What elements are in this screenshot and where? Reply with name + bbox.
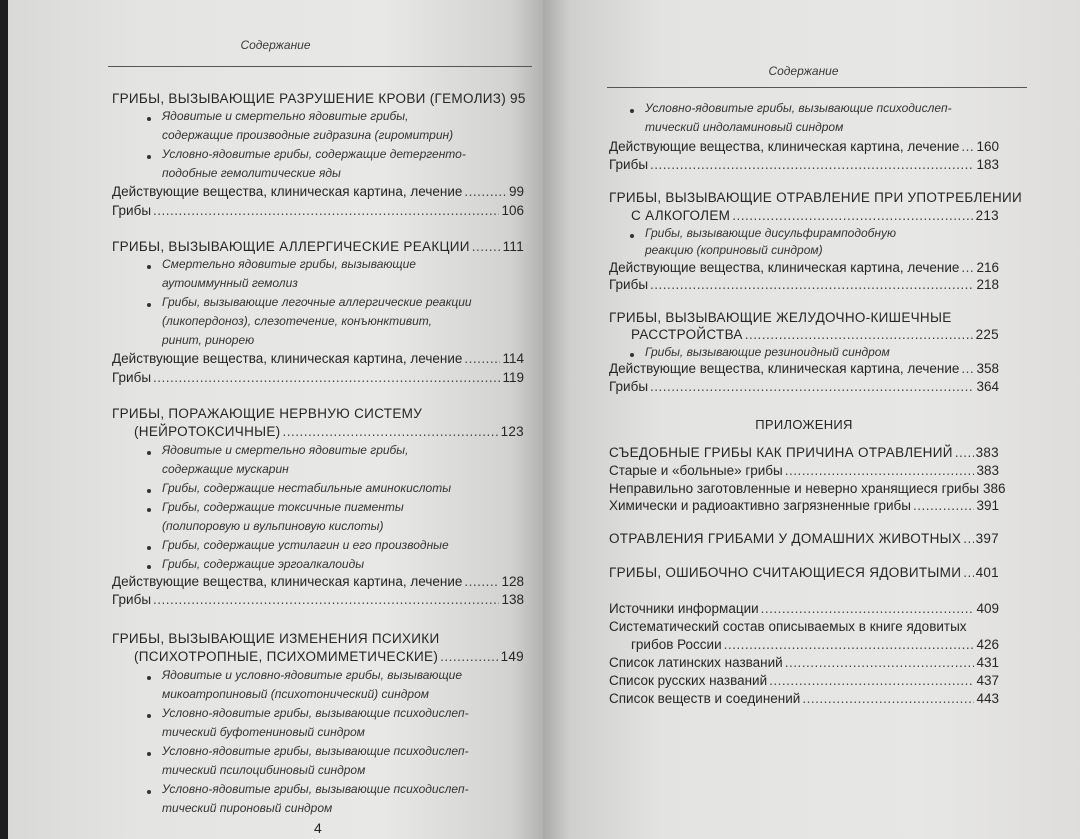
left-page <box>8 0 543 839</box>
page-number: 4 <box>314 820 322 836</box>
left-toc <box>112 0 524 839</box>
toc-subentry: Ядовитые и смертельно ядовитые грибы, <box>162 109 409 123</box>
toc-subentry: подобные гемолитические яды <box>162 166 341 180</box>
toc-entry-pets[interactable]: ОТРАВЛЕНИЯ ГРИБАМИ У ДОМАШНИХ ЖИВОТНЫХ ..... 397 <box>609 530 999 548</box>
bullet <box>147 117 151 121</box>
bullet <box>147 565 151 569</box>
toc-entry-active-substances[interactable]: Действующие вещества, клиническая картина, лечение ..... 128 <box>112 573 524 591</box>
toc-subentry: тический псилоцибиновый синдром <box>162 763 366 777</box>
toc-subentry: Грибы, вызывающие резиноидный синдром <box>645 345 890 359</box>
toc-subentry: Грибы, вызывающие легочные аллергические реакции <box>162 295 472 309</box>
bullet <box>147 546 151 550</box>
bullet <box>630 353 634 357</box>
toc-subentry: реакцию (коприновый синдром) <box>645 243 823 257</box>
toc-entry-substances[interactable]: Список веществ и соединений ..... 443 <box>609 690 999 708</box>
toc-entry-sources[interactable]: Источники информации ..... 409 <box>609 600 999 618</box>
bullet <box>147 508 151 512</box>
bullet <box>147 489 151 493</box>
toc-subentry: Условно-ядовитые грибы, вызывающие психодислеп- <box>162 744 469 758</box>
toc-entry-gastro-title[interactable]: ГРИБЫ, ВЫЗЫВАЮЩИЕ ЖЕЛУДОЧНО-КИШЕЧНЫЕ <box>609 310 952 325</box>
toc-subentry: Грибы, содержащие эргоалкалоиды <box>162 557 365 571</box>
toc-entry-improper-storage[interactable]: Неправильно заготовленные и неверно хранящиеся грибы 386 <box>609 481 1006 496</box>
toc-entry-mistaken[interactable]: ГРИБЫ, ОШИБОЧНО СЧИТАЮЩИЕСЯ ЯДОВИТЫМИ ..... 401 <box>609 564 999 582</box>
toc-subentry: Условно-ядовитые грибы, вызывающие психодислеп- <box>645 101 952 115</box>
left-running-head: Содержание <box>240 38 311 52</box>
toc-subentry: Условно-ядовитые грибы, содержащие детергенто- <box>162 147 466 161</box>
toc-entry-neuro-title[interactable]: ГРИБЫ, ПОРАЖАЮЩИЕ НЕРВНУЮ СИСТЕМУ <box>112 406 423 421</box>
toc-entry-mushrooms[interactable]: Грибы ..... 218 <box>609 276 999 294</box>
toc-entry-psycho-title[interactable]: ГРИБЫ, ВЫЗЫВАЮЩИЕ ИЗМЕНЕНИЯ ПСИХИКИ <box>112 631 440 646</box>
toc-entry-systematic[interactable]: грибов России ..... 426 <box>631 636 999 654</box>
toc-entry-russian[interactable]: Список русских названий ..... 437 <box>609 672 999 690</box>
toc-entry-neuro[interactable]: (НЕЙРОТОКСИЧНЫЕ) ..... 123 <box>134 423 524 441</box>
toc-entry-active-substances[interactable]: Действующие вещества, клиническая картина, лечение ..... 160 <box>609 138 999 156</box>
toc-entry-systematic-title[interactable]: Систематический состав описываемых в книге ядовитых <box>609 619 967 634</box>
toc-entry-mushrooms[interactable]: Грибы ..... 183 <box>609 156 999 174</box>
toc-subentry: тический буфотениновый синдром <box>162 725 365 739</box>
toc-entry-old-mushrooms[interactable]: Старые и «больные» грибы ..... 383 <box>609 462 999 480</box>
bullet <box>630 234 634 238</box>
toc-subentry: содержащие мускарин <box>162 462 289 476</box>
toc-entry-alcohol[interactable]: С АЛКОГОЛЕМ ..... 213 <box>631 207 999 225</box>
bullet <box>147 303 151 307</box>
toc-entry-active-substances[interactable]: Действующие вещества, клиническая картина, лечение ..... 114 <box>112 350 524 368</box>
toc-subentry: Ядовитые и условно-ядовитые грибы, вызывающие <box>162 668 463 682</box>
toc-subentry: Грибы, вызывающие дисульфирамподобную <box>645 226 897 240</box>
right-toc <box>609 0 1023 839</box>
appendix-heading: ПРИЛОЖЕНИЯ <box>755 417 853 432</box>
toc-subentry: микоатропиновый (психотонический) синдром <box>162 687 429 701</box>
toc-entry-hemolysis[interactable]: ГРИБЫ, ВЫЗЫВАЮЩИЕ РАЗРУШЕНИЕ КРОВИ (ГЕМОЛИЗ) 95 <box>112 91 526 106</box>
toc-subentry: Условно-ядовитые грибы, вызывающие психодислеп- <box>162 782 469 796</box>
bullet <box>147 451 151 455</box>
toc-entry-psycho[interactable]: (ПСИХОТРОПНЫЕ, ПСИХОМИМЕТИЧЕСКИЕ) ..... 149 <box>134 648 524 666</box>
toc-subentry: тический пироновый синдром <box>162 801 333 815</box>
toc-subentry: Грибы, содержащие устилагин и его производные <box>162 538 449 552</box>
toc-entry-latin[interactable]: Список латинских названий ..... 431 <box>609 654 999 672</box>
right-running-head: Содержание <box>768 64 839 78</box>
toc-entry-mushrooms[interactable]: Грибы ..... 138 <box>112 591 524 609</box>
bullet <box>147 714 151 718</box>
toc-entry-edible[interactable]: СЪЕДОБНЫЕ ГРИБЫ КАК ПРИЧИНА ОТРАВЛЕНИЙ ..... 383 <box>609 444 999 462</box>
toc-subentry: Грибы, содержащие токсичные пигменты <box>162 500 404 514</box>
bullet <box>147 676 151 680</box>
bullet <box>630 109 634 113</box>
bullet <box>147 265 151 269</box>
toc-entry-polluted[interactable]: Химически и радиоактивно загрязненные грибы ..... 391 <box>609 497 999 515</box>
toc-subentry: (ликопердоноз), слезотечение, конъюнктивит, <box>162 314 432 328</box>
toc-entry-alcohol-title[interactable]: ГРИБЫ, ВЫЗЫВАЮЩИЕ ОТРАВЛЕНИЕ ПРИ УПОТРЕБЛЕНИИ <box>609 190 1023 205</box>
toc-entry-mushrooms[interactable]: Грибы ..... 106 <box>112 202 524 220</box>
toc-subentry: содержащие производные гидразина (гиромитрин) <box>162 128 454 142</box>
toc-entry-active-substances[interactable]: Действующие вещества, клиническая картина, лечение ..... 216 <box>609 259 999 277</box>
toc-subentry: аутоиммунный гемолиз <box>162 276 298 290</box>
right-page <box>543 0 1080 839</box>
toc-entry-active-substances[interactable]: Действующие вещества, клиническая картина, лечение ..... 99 <box>112 183 524 201</box>
toc-entry-mushrooms[interactable]: Грибы ..... 364 <box>609 378 999 396</box>
toc-entry-active-substances[interactable]: Действующие вещества, клиническая картина, лечение ..... 358 <box>609 360 999 378</box>
toc-subentry: Ядовитые и смертельно ядовитые грибы, <box>162 443 409 457</box>
toc-subentry: (полипоровую и вульпиновую кислоты) <box>162 519 384 533</box>
toc-subentry: Условно-ядовитые грибы, вызывающие психодислеп- <box>162 706 469 720</box>
bullet <box>147 155 151 159</box>
toc-entry-mushrooms[interactable]: Грибы ..... 119 <box>112 369 524 387</box>
toc-entry-allergic[interactable]: ГРИБЫ, ВЫЗЫВАЮЩИЕ АЛЛЕРГИЧЕСКИЕ РЕАКЦИИ ..... 111 <box>112 238 524 256</box>
toc-entry-gastro[interactable]: РАССТРОЙСТВА ..... 225 <box>631 326 999 344</box>
toc-subentry: Грибы, содержащие нестабильные аминокислоты <box>162 481 452 495</box>
toc-subentry: ринит, ринорею <box>162 333 255 347</box>
bullet <box>147 752 151 756</box>
bullet <box>147 790 151 794</box>
toc-subentry: тический индоламиновый синдром <box>645 120 844 134</box>
toc-subentry: Смертельно ядовитые грибы, вызывающие <box>162 257 416 271</box>
